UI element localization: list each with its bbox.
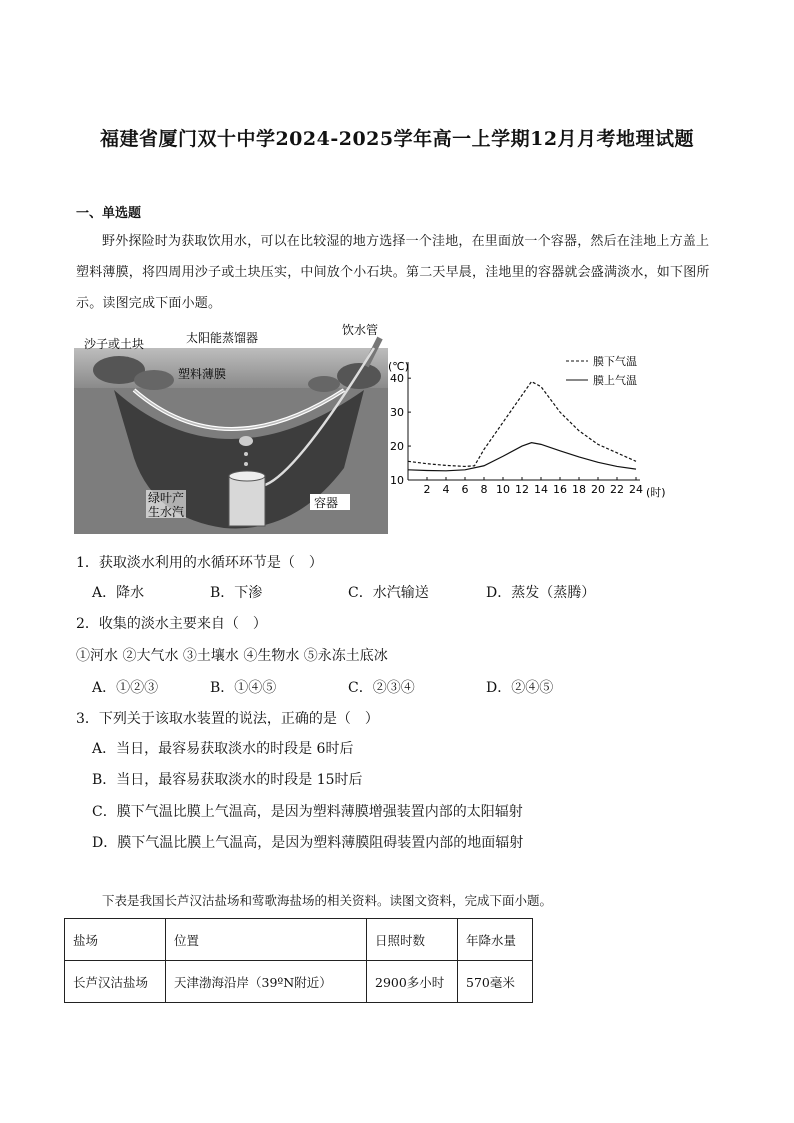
- q3-option-b[interactable]: B．当日，最容易获取淡水的时段是 15时后: [92, 772, 363, 788]
- q1-option-d[interactable]: D．蒸发（蒸腾）: [486, 585, 596, 601]
- intro-paragraph: 野外探险时为获取饮用水，可以在比较湿的地方选择一个洼地，在里面放一个容器，然后在洼地上方盖上塑料薄膜，将四周用沙子或土块压实，中间放个小石块。第二天早晨，洼地里的容器就会盛满淡水，如下图所示。读图完成下面小题。: [76, 234, 710, 311]
- table-header-cell: 日照时数: [367, 919, 458, 961]
- table-cell: 长芦汉沽盐场: [65, 961, 166, 1003]
- q2-option-c[interactable]: C．②③④: [348, 680, 415, 696]
- label-plant-1: 绿叶产: [148, 491, 185, 505]
- q1-option-b[interactable]: B．下渗: [210, 585, 263, 601]
- x-tick-label: 8: [480, 483, 488, 496]
- table-header-cell: 年降水量: [458, 919, 533, 961]
- label-sand: 沙子或土块: [84, 337, 145, 351]
- x-tick-label: 4: [442, 483, 450, 496]
- label-container: 容器: [314, 496, 339, 510]
- temperature-chart: [388, 346, 678, 506]
- question-2-items: ①河水 ②大气水 ③土壤水 ④生物水 ⑤永冻土底冰: [76, 648, 388, 664]
- x-tick-label: 14: [534, 483, 548, 496]
- x-tick-label: 20: [591, 483, 605, 496]
- chart-xlabel: (时): [646, 486, 666, 499]
- q1-option-c[interactable]: C．水汽输送: [348, 585, 429, 601]
- series-line-over-film: [408, 443, 636, 471]
- x-tick-label: 24: [629, 483, 643, 496]
- q2-option-d[interactable]: D．②④⑤: [486, 680, 554, 696]
- q1-option-a[interactable]: A．降水: [92, 585, 145, 601]
- table-cell: 天津渤海沿岸（39ºN附近）: [166, 961, 367, 1003]
- series-line-under-film: [408, 382, 636, 467]
- x-tick-label: 16: [553, 483, 567, 496]
- chart-legend: [566, 354, 637, 387]
- q3-option-a[interactable]: A．当日，最容易获取淡水的时段是 6时后: [92, 741, 354, 757]
- salt-field-table: [64, 918, 533, 1003]
- x-tick-label: 6: [461, 483, 469, 496]
- question-2-stem: 2．收集的淡水主要来自（ ）: [76, 616, 267, 632]
- x-tick-label: 10: [496, 483, 510, 496]
- question-3-stem: 3．下列关于该取水装置的说法，正确的是（ ）: [76, 711, 379, 727]
- section-heading: 一、单选题: [76, 206, 142, 221]
- q3-option-c[interactable]: C．膜下气温比膜上气温高，是因为塑料薄膜增强装置内部的太阳辐射: [92, 804, 523, 820]
- label-pipe: 饮水管: [342, 323, 379, 337]
- solar-still-illustration: [74, 318, 388, 534]
- x-tick-label: 2: [423, 483, 431, 496]
- x-tick-label: 18: [572, 483, 586, 496]
- x-tick-label: 12: [515, 483, 529, 496]
- y-tick-label: 30: [390, 406, 404, 420]
- label-solar-still: 太阳能蒸馏器: [186, 331, 259, 345]
- y-tick-label: 40: [390, 372, 404, 386]
- question-1-stem: 1．获取淡水利用的水循环环节是（ ）: [76, 555, 323, 571]
- label-film: 塑料薄膜: [178, 367, 227, 381]
- table-cell: 570毫米: [458, 961, 533, 1003]
- chart-ylabel: (℃): [388, 360, 409, 373]
- x-tick-label: 22: [610, 483, 624, 496]
- table-header-row: [65, 919, 533, 961]
- table-row: [65, 961, 533, 1003]
- legend-label-over: 膜上气温: [593, 374, 637, 387]
- table-header-cell: 盐场: [65, 919, 166, 961]
- q2-option-b[interactable]: B．①④⑤: [210, 680, 277, 696]
- page-title: 福建省厦门双十中学2024-2025学年高一上学期12月月考地理试题: [99, 128, 695, 150]
- table-header-cell: 位置: [166, 919, 367, 961]
- table-cell: 2900多小时: [367, 961, 458, 1003]
- label-plant-2: 生水汽: [148, 505, 185, 519]
- q2-option-a[interactable]: A．①②③: [92, 680, 159, 696]
- table-intro: 下表是我国长芦汉沽盐场和莺歌海盐场的相关资料。读图文资料，完成下面小题。: [102, 893, 553, 908]
- y-tick-label: 20: [390, 440, 404, 454]
- q3-option-d[interactable]: D．膜下气温比膜上气温高，是因为塑料薄膜阻碍装置内部的地面辐射: [92, 835, 524, 851]
- chart-series-group: [408, 382, 636, 471]
- legend-label-under: 膜下气温: [593, 355, 637, 368]
- y-tick-label: 10: [390, 474, 404, 487]
